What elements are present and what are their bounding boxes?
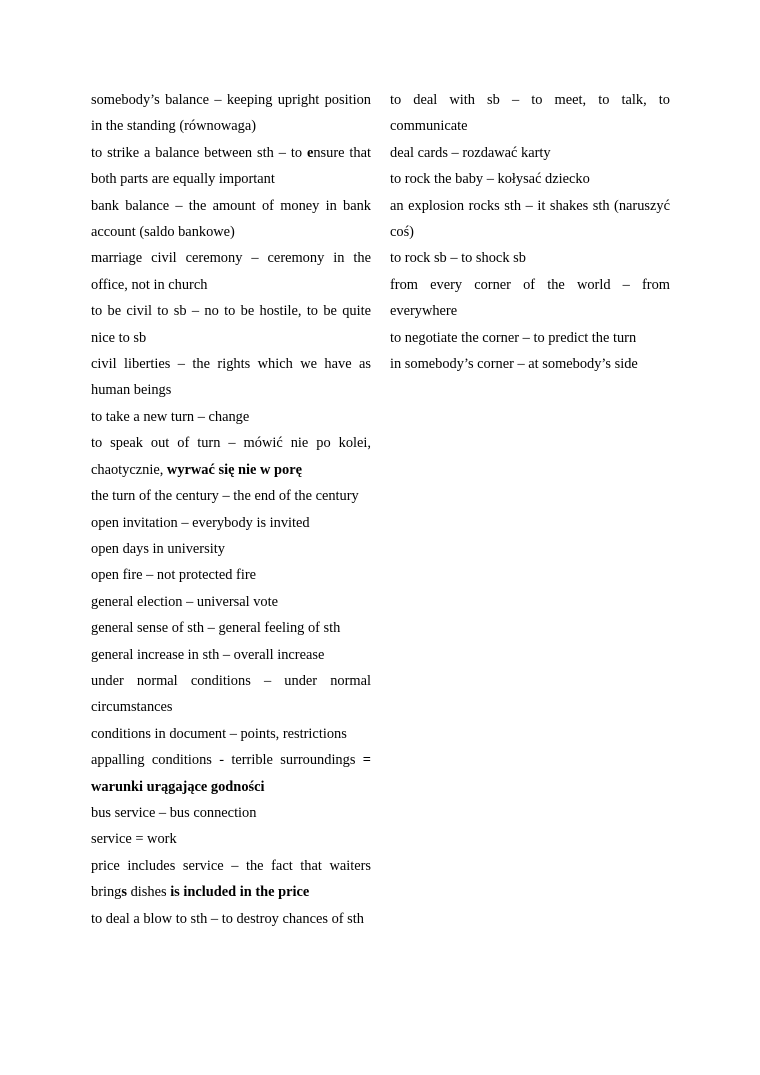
entry-text: to rock sb – to shock sb [390,250,526,267]
entry-text: dishes [127,884,171,901]
vocabulary-entry [91,668,371,721]
entry-text: deal cards – rozdawać karty [390,144,551,161]
vocabulary-entry [390,245,670,271]
entry-text: to speak out of turn – mówić nie po kolei, chaotycznie, [91,435,371,478]
vocabulary-entry [91,298,371,351]
vocabulary-entry [91,483,371,509]
entry-text: open days in university [91,540,225,557]
vocabulary-entry [91,245,371,298]
vocabulary-entry [91,721,371,747]
vocabulary-entry [91,906,371,932]
entry-text: general sense of sth – general feeling of sth [91,620,341,637]
vocabulary-entry [91,140,371,193]
vocabulary-entry [91,589,371,615]
vocabulary-entry [390,351,670,377]
entry-text: bank balance – the amount of money in bank account (saldo bankowe) [91,197,371,241]
bold-text: e [306,144,314,161]
entry-text: in somebody’s corner – at somebody’s side [390,356,638,373]
entry-text: to deal a blow to sth – to destroy chances of sth [91,910,364,927]
entry-text: from every corner of the world – from everywhere [390,276,670,320]
entry-text: service = work [91,831,177,848]
vocabulary-entry [390,193,670,246]
entry-text: nsure that both parts are equally important [91,144,371,188]
right-column [390,87,670,377]
left-column [91,87,371,932]
vocabulary-entry [91,87,371,140]
entry-text: price includes service – the fact that waiters bring [91,857,371,901]
entry-text: the turn of the century – the end of the century [91,488,359,505]
entry-text: to negotiate the corner – to predict the turn [390,329,637,346]
vocabulary-entry [91,536,371,562]
entry-text: bus service – bus connection [91,804,257,821]
vocabulary-entry [91,351,371,404]
entry-text: open fire – not protected fire [91,567,257,584]
entry-text: conditions in document – points, restrictions [91,725,347,742]
bold-text: s [121,884,127,901]
vocabulary-entry [390,272,670,325]
vocabulary-entry [91,510,371,536]
entry-text: somebody’s balance – keeping upright position in the standing (równowaga) [91,92,371,135]
vocabulary-entry [390,166,670,192]
entry-text: an explosion rocks sth – it shakes sth (naruszyć coś) [390,197,670,241]
vocabulary-entry [91,193,371,246]
vocabulary-entry [91,826,371,852]
entry-text: marriage civil ceremony – ceremony in the office, not in church [91,250,371,293]
entry-text: civil liberties – the rights which we have as human beings [91,356,371,399]
bold-text: wyrwać się nie w porę [166,461,303,478]
entry-text: general election – universal vote [91,593,279,610]
entry-text: to be civil to sb – no to be hostile, to be quite nice to sb [91,303,371,346]
vocabulary-entry [91,562,371,588]
vocabulary-entry [91,800,371,826]
entry-text: to take a new turn – change [91,408,250,425]
vocabulary-entry [390,325,670,351]
entry-text: under normal conditions – under normal circumstances [91,672,371,716]
entry-text: to deal with sb – to meet, to talk, to communicate [390,92,670,135]
entry-text: open invitation – everybody is invited [91,514,310,531]
vocabulary-entry [390,87,670,140]
entry-text: general increase in sth – overall increase [91,646,325,663]
vocabulary-entry [390,140,670,166]
entry-text: to rock the baby – kołysać dziecko [390,171,590,188]
entry-text: to strike a balance between sth – to [91,144,307,161]
bold-text: is included in the price [170,884,310,901]
vocabulary-entry [91,853,371,906]
entry-text: appalling conditions - terrible surroundings [91,752,363,769]
vocabulary-entry [91,430,371,483]
vocabulary-entry [91,747,371,800]
vocabulary-entry [91,615,371,641]
vocabulary-entry [91,404,371,430]
bold-text: = warunki urągające godności [91,752,371,795]
vocabulary-entry [91,642,371,668]
